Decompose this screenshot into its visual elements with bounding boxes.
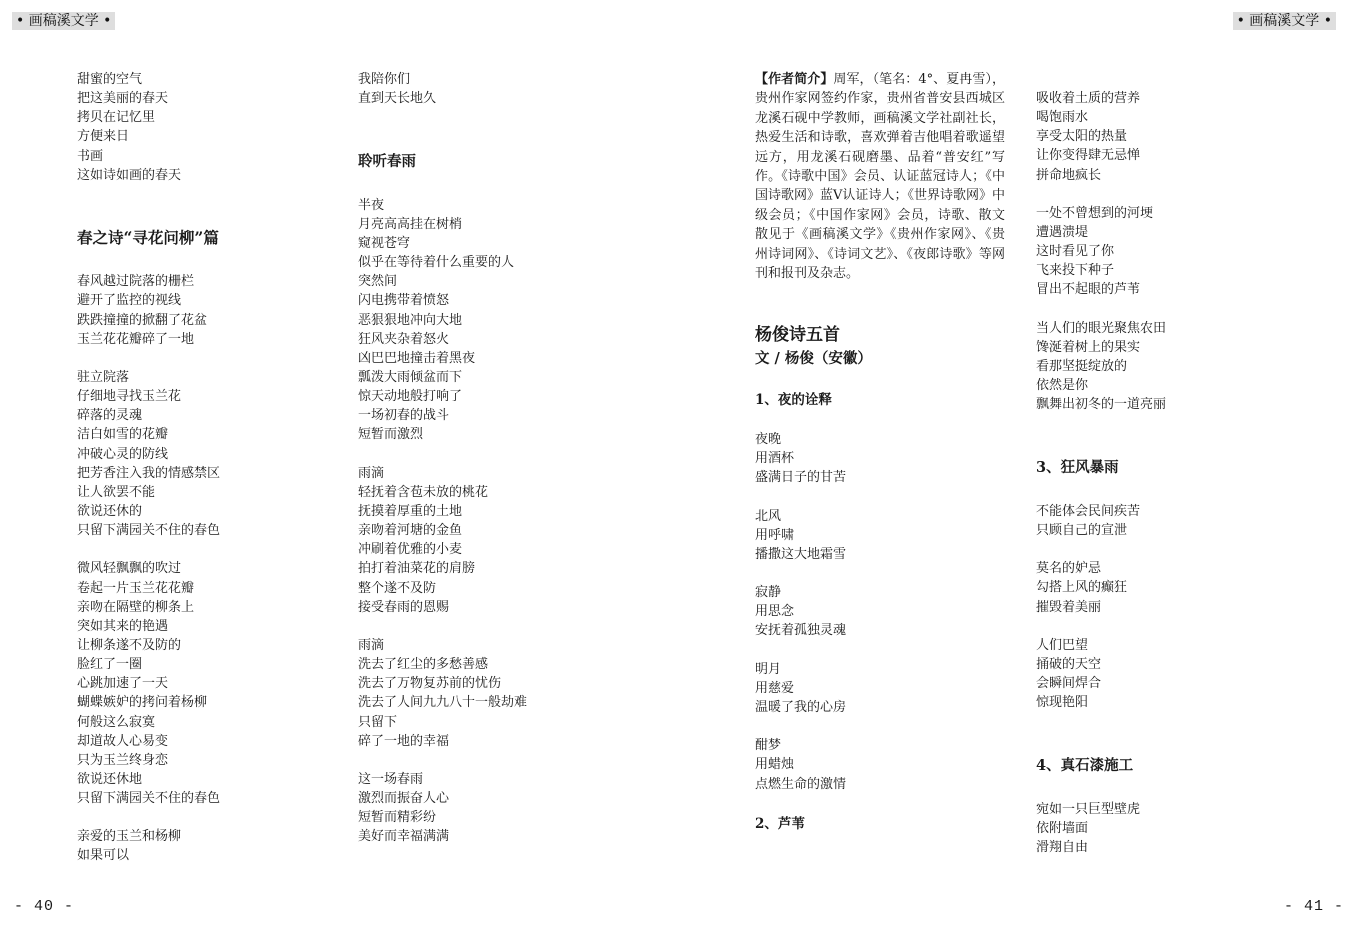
poem-line: 书画 xyxy=(77,148,104,164)
poem-line: 短暂而激烈 xyxy=(358,427,424,443)
poem-line: 勾搭上风的癫狂 xyxy=(1036,580,1128,596)
poem-line: 整个遂不及防 xyxy=(358,580,437,596)
poem-line: 欲说还休的 xyxy=(77,503,143,519)
poem-line: 心跳加速了一天 xyxy=(77,676,169,692)
poem-line: 飞来投下种子 xyxy=(1036,263,1115,279)
poem-line: 用呼啸 xyxy=(755,527,795,543)
poem-line: 让人欲罢不能 xyxy=(77,484,156,500)
poem-line: 轻抚着含苞未放的桃花 xyxy=(358,484,489,500)
stanza xyxy=(755,583,1010,640)
poem-line: 点燃生命的激情 xyxy=(755,776,847,792)
poem-line: 享受太阳的热量 xyxy=(1036,129,1128,145)
poem-line: 这时看见了你 xyxy=(1036,244,1115,260)
poem-line: 驻立院落 xyxy=(77,369,130,385)
poem-line: 仔细地寻找玉兰花 xyxy=(77,389,182,405)
poem-line: 用蜡烛 xyxy=(755,757,795,773)
poem-line: 抚摸着厚重的土地 xyxy=(358,503,463,519)
page-number-right: - 41 - xyxy=(1283,898,1344,915)
poem-line: 把这美丽的春天 xyxy=(77,91,169,107)
poem-line: 狂风夹杂着怒火 xyxy=(358,331,450,347)
bio-text: 周军，（笔名：4°、夏冉雪），贵州作家网签约作家，贵州省普安县西城区龙溪石砚中学教师，画稿溪文学社副社长，热爱生活和诗歌，喜欢弹着吉他唱着歌遥望远方，用龙溪石砚磨墨、品着“普安红”写作。《诗歌中国》会员、认证蓝冠诗人；《中国诗歌网》蓝Ⅴ认证诗人；《世界诗歌网》中级会员；《中国作家网》会员，诗歌、散文散见于《画稿溪文学》《贵州作家网》、《贵州诗词网》、《诗词文艺》、《夜郎诗歌》等网刊和报刊及杂志。 xyxy=(755,72,1005,282)
poem-line: 只留下满园关不住的春色 xyxy=(77,523,221,539)
poem-line: 拍打着油菜花的肩膀 xyxy=(358,561,476,577)
poem-line: 何般这么寂寞 xyxy=(77,714,156,730)
poem-line: 如果可以 xyxy=(77,848,130,864)
poem-line: 欲说还休地 xyxy=(77,771,143,787)
poem-line: 惊天动地般打响了 xyxy=(358,389,463,405)
poem-line: 北风 xyxy=(755,508,782,524)
poem-line: 只留下满园关不住的春色 xyxy=(77,791,221,807)
poem-line: 避开了监控的视线 xyxy=(77,293,182,309)
poem-line: 碎了一地的幸福 xyxy=(358,733,450,749)
poem-line: 只留下 xyxy=(358,714,398,730)
poem-line: 脸红了一圈 xyxy=(77,657,143,673)
poem-line: 安抚着孤独灵魂 xyxy=(755,623,847,639)
poem-line: 当人们的眼光聚焦农田 xyxy=(1036,320,1167,336)
poem-line: 闪电携带着愤怒 xyxy=(358,293,450,309)
poem-line: 只为玉兰终身恋 xyxy=(77,752,169,768)
poem-line: 依附墙面 xyxy=(1036,820,1089,836)
page-number-left: - 40 - xyxy=(14,898,75,915)
poem-line: 只顾自己的宣泄 xyxy=(1036,522,1128,538)
poem-title: 聆听春雨 xyxy=(358,152,416,170)
poem-line: 短暂而精彩纷 xyxy=(358,810,437,826)
author-bio xyxy=(755,70,1005,283)
poem-line: 让柳条遂不及防的 xyxy=(77,637,182,653)
poem-line: 这如诗如画的春天 xyxy=(77,167,182,183)
poem-line: 惊现艳阳 xyxy=(1036,695,1089,711)
stanza xyxy=(1036,204,1286,300)
stanza xyxy=(77,368,327,540)
poem-line: 拷贝在记忆里 xyxy=(77,110,156,126)
poem-line: 用思念 xyxy=(755,604,795,620)
poem-line: 月亮高高挂在树梢 xyxy=(358,216,463,232)
stanza xyxy=(1036,800,1286,857)
poem-line: 冲刷着优雅的小麦 xyxy=(358,542,463,558)
poem-line: 春风越过院落的栅栏 xyxy=(77,274,195,290)
poem-title: 2、芦苇 xyxy=(755,815,805,832)
poem-line: 亲爱的玉兰和杨柳 xyxy=(77,829,182,845)
poem-line: 我陪你们 xyxy=(358,72,411,87)
poem-line: 莫名的妒忌 xyxy=(1036,561,1102,577)
poem-line: 宛如一只巨型壁虎 xyxy=(1036,801,1141,817)
poem-line: 这一场春雨 xyxy=(358,771,424,787)
poem-line: 飘舞出初冬的一道亮丽 xyxy=(1036,397,1167,413)
poem-line: 甜蜜的空气 xyxy=(77,72,143,87)
stanza xyxy=(755,507,1010,564)
poem-line: 拼命地疯长 xyxy=(1036,167,1102,183)
poem-line: 吸收着土质的营养 xyxy=(1036,91,1141,106)
stanza xyxy=(77,559,327,808)
poem-line: 激烈而振奋人心 xyxy=(358,791,450,807)
poem-line: 温暖了我的心房 xyxy=(755,700,847,715)
poem-line: 突然间 xyxy=(358,274,398,290)
article-title: 杨俊诗五首 xyxy=(755,324,840,345)
poem-line: 玉兰花花瓣碎了一地 xyxy=(77,331,195,347)
stanza xyxy=(358,770,608,847)
poem-line: 会瞬间焊合 xyxy=(1036,676,1102,692)
poem-line: 直到天长地久 xyxy=(358,91,437,107)
stanza xyxy=(358,464,608,617)
poem-line: 瓢泼大雨倾盆而下 xyxy=(358,369,463,385)
stanza xyxy=(77,827,327,865)
poem-line: 夜晚 xyxy=(755,432,782,448)
poem-line: 凶巴巴地撞击着黑夜 xyxy=(358,350,476,366)
poem-line: 半夜 xyxy=(358,197,385,213)
poem-line: 洗去了人间九九八十一般劫难 xyxy=(358,695,528,711)
column-2 xyxy=(358,70,608,846)
poem-line: 人们巴望 xyxy=(1036,637,1089,653)
poem-line: 依然是你 xyxy=(1036,378,1089,394)
poem-line: 酣梦 xyxy=(755,738,782,754)
poem-line: 寂静 xyxy=(755,585,782,601)
poem-line: 亲吻着河塘的金鱼 xyxy=(358,523,463,539)
poem-title: 春之诗“寻花问柳”篇 xyxy=(77,228,219,248)
poem-line: 窥视苍穹 xyxy=(358,235,411,251)
column-3 xyxy=(755,70,1010,835)
poem-line: 滑翔自由 xyxy=(1036,840,1089,856)
byline: 文 / 杨俊（安徽） xyxy=(755,349,872,367)
poem-line: 看那坚挺绽放的 xyxy=(1036,358,1128,374)
poem-line: 冲破心灵的防线 xyxy=(77,446,169,462)
column-4 xyxy=(1036,89,1286,857)
poem-line: 遭遇溃堤 xyxy=(1036,224,1089,240)
stanza xyxy=(755,660,1010,717)
poem-line: 用酒杯 xyxy=(755,451,795,467)
stanza xyxy=(1036,319,1286,415)
poem-line: 雨滴 xyxy=(358,465,385,481)
column-1 xyxy=(77,70,327,866)
poem-line: 洁白如雪的花瓣 xyxy=(77,427,169,443)
poem-title: 3、狂风暴雨 xyxy=(1036,458,1119,476)
poem-line: 却道故人心易变 xyxy=(77,733,169,749)
header-right: • 画稿溪文学 • xyxy=(1233,12,1336,30)
stanza xyxy=(1036,559,1286,616)
poem-line: 蝴蝶嫉妒的拷问着杨柳 xyxy=(77,695,208,711)
stanza xyxy=(358,636,608,751)
poem-line: 雨滴 xyxy=(358,637,385,653)
stanza xyxy=(358,196,608,445)
poem-title: 4、真石漆施工 xyxy=(1036,756,1134,774)
poem-line: 跌跌撞撞的掀翻了花盆 xyxy=(77,312,208,328)
poem-line: 一场初春的战斗 xyxy=(358,408,450,424)
poem-line: 卷起一片玉兰花花瓣 xyxy=(77,580,195,596)
poem-title: 1、夜的诠释 xyxy=(755,391,832,408)
bio-label: 【作者简介】 xyxy=(755,72,834,87)
poem-line: 摧毁着美丽 xyxy=(1036,599,1102,615)
poem-line: 盛满日子的甘苦 xyxy=(755,470,847,486)
poem-line: 播撒这大地霜雪 xyxy=(755,546,847,562)
poem-line: 洗去了万物复苏前的忧伤 xyxy=(358,676,502,692)
poem-line: 一处不曾想到的河埂 xyxy=(1036,205,1154,221)
stanza xyxy=(755,430,1010,487)
stanza xyxy=(1036,89,1286,185)
poem-line: 恶狠狠地冲向大地 xyxy=(358,312,463,328)
poem-line: 用慈爱 xyxy=(755,680,795,696)
poem-line: 馋涎着树上的果实 xyxy=(1036,339,1141,355)
poem-line: 洗去了红尘的多愁善感 xyxy=(358,657,489,673)
intro-lines xyxy=(77,70,327,185)
poem-line: 不能体会民间疾苦 xyxy=(1036,503,1141,519)
poem-line: 让你变得肆无忌惮 xyxy=(1036,148,1141,164)
poem-line: 碎落的灵魂 xyxy=(77,408,143,424)
poem-line: 美好而幸福满满 xyxy=(358,829,450,845)
stanza xyxy=(1036,502,1286,540)
poem-line: 捅破的天空 xyxy=(1036,656,1102,672)
stanza xyxy=(1036,636,1286,713)
intro-lines xyxy=(358,70,608,108)
stanza xyxy=(77,272,327,349)
poem-line: 冒出不起眼的芦苇 xyxy=(1036,282,1141,298)
poem-line: 似乎在等待着什么重要的人 xyxy=(358,255,515,271)
header-left: • 画稿溪文学 • xyxy=(12,12,115,30)
poem-line: 突如其来的艳遇 xyxy=(77,618,169,634)
poem-line: 微风轻飘飘的吹过 xyxy=(77,561,182,577)
poem-line: 明月 xyxy=(755,661,782,677)
poem-line: 把芳香注入我的情感禁区 xyxy=(77,465,221,481)
stanza xyxy=(755,736,1010,793)
poem-line: 亲吻在隔壁的柳条上 xyxy=(77,599,195,615)
poem-line: 接受春雨的恩赐 xyxy=(358,599,450,615)
poem-line: 方便来日 xyxy=(77,129,130,145)
poem-line: 喝饱雨水 xyxy=(1036,110,1089,126)
